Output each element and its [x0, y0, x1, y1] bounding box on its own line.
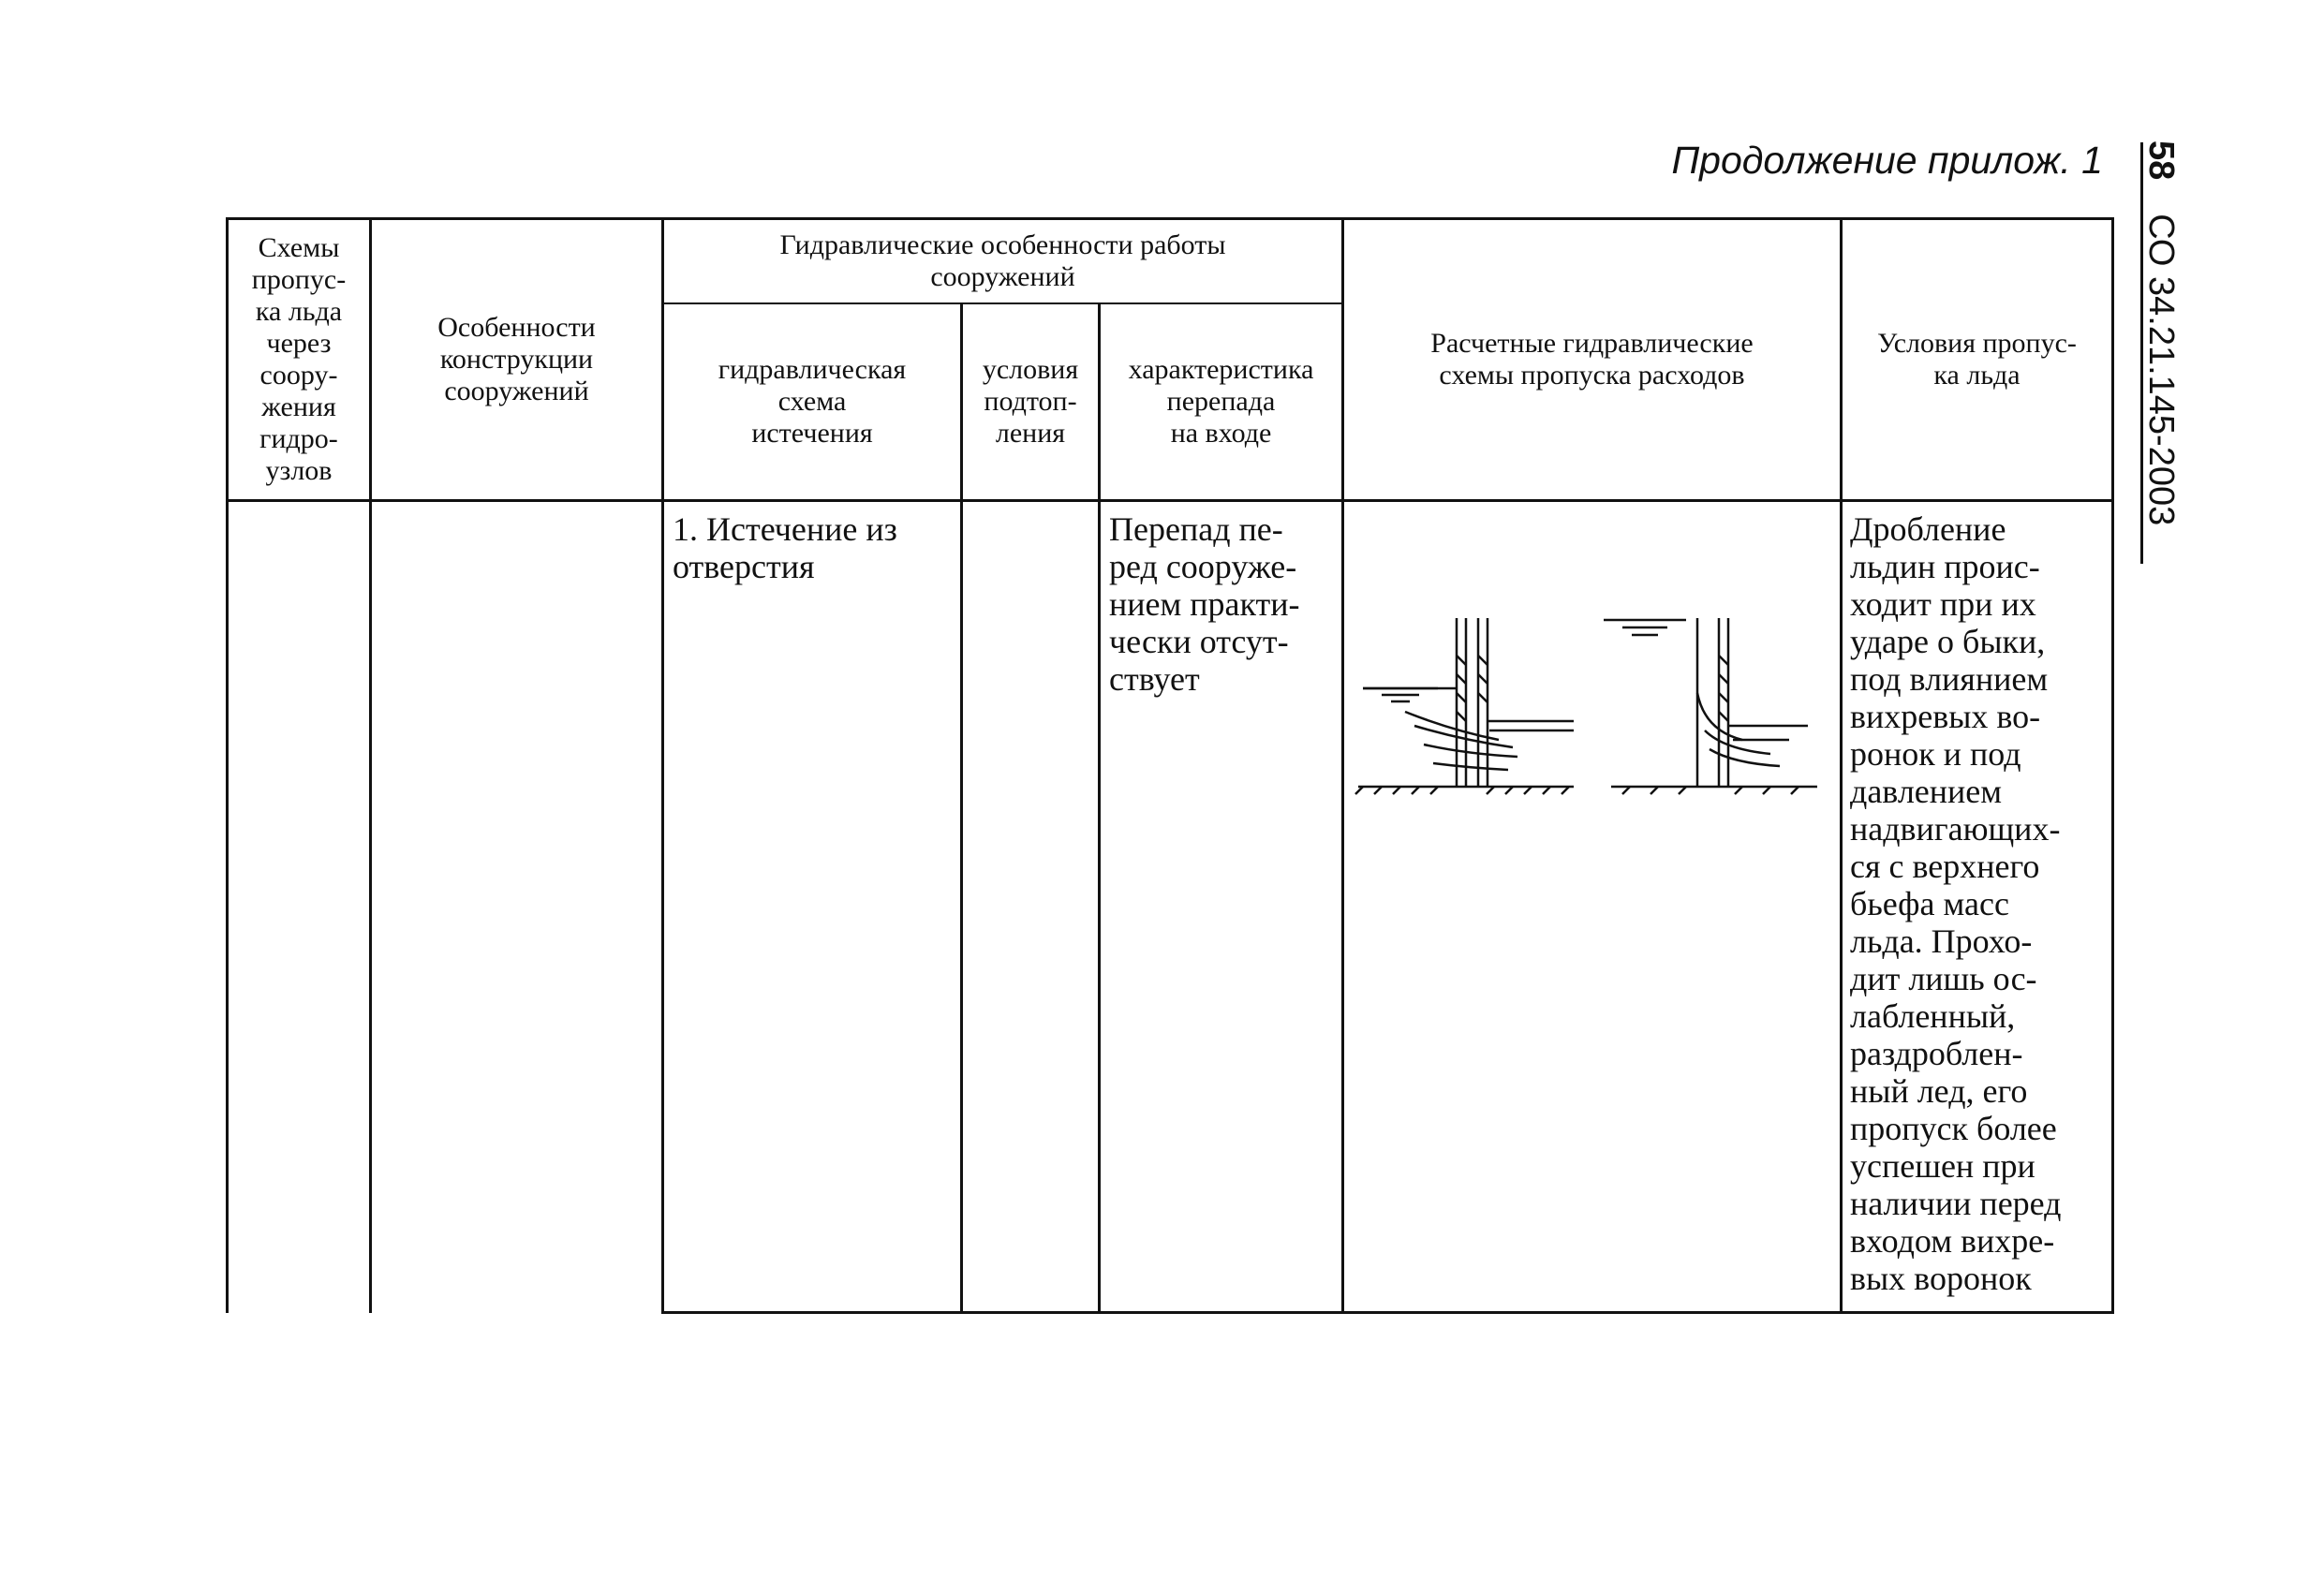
header-drop-characteristic: характеристика перепада на входе: [1128, 354, 1314, 449]
header-ice-passage: Условия пропус- ка льда: [1877, 328, 2077, 391]
document-code: СО 34.21.145-2003: [2141, 214, 2181, 526]
table-right-border: [2111, 217, 2114, 1313]
header-design-features: Особенности конструкции сооружений: [437, 312, 596, 406]
scheme-sketch-left: [1355, 618, 1574, 794]
page-number: 58: [2141, 140, 2181, 181]
header-hydraulic-features: Гидравлические особенности работы сооружений: [779, 229, 1226, 292]
scheme-sketch-right: [1604, 618, 1817, 794]
appendix-continuation-caption: Продолжение прилож. 1: [1671, 139, 2103, 182]
cell-ice-passage: Дробление льдин проис- ходит при их ударе о быки, под влиянием вихревых во- ронок и под давлением надвигающих- ся с верхнего бьефа масс льда. Прохо- дит лишь ос- лабленный, раздроблен- ный лед, его пропуск более успешен при наличии перед входом вихре- вых воронок: [1850, 510, 2062, 1297]
cell-flow-scheme: 1. Истечение из отверстия: [673, 510, 897, 585]
header-ice-schemes: Схемы пропус- ка льда через соору- жения гидро- узлов: [251, 232, 347, 486]
hydraulic-scheme-drawings: [1349, 599, 1836, 805]
header-flow-scheme: гидравлическая схема истечения: [718, 354, 907, 449]
side-header-text: [2140, 140, 2181, 525]
header-submergence: условия подтоп- ления: [982, 354, 1079, 449]
side-header: [2141, 140, 2183, 562]
header-design-schemes: Расчетные гидравлические схемы пропуска расходов: [1430, 328, 1754, 391]
cell-drop-characteristic: Перепад пе- ред сооруже- нием практи- чески отсут- ствует: [1109, 510, 1300, 698]
header-bottom-border: [226, 499, 2114, 502]
row-bottom-border: [661, 1311, 2114, 1314]
